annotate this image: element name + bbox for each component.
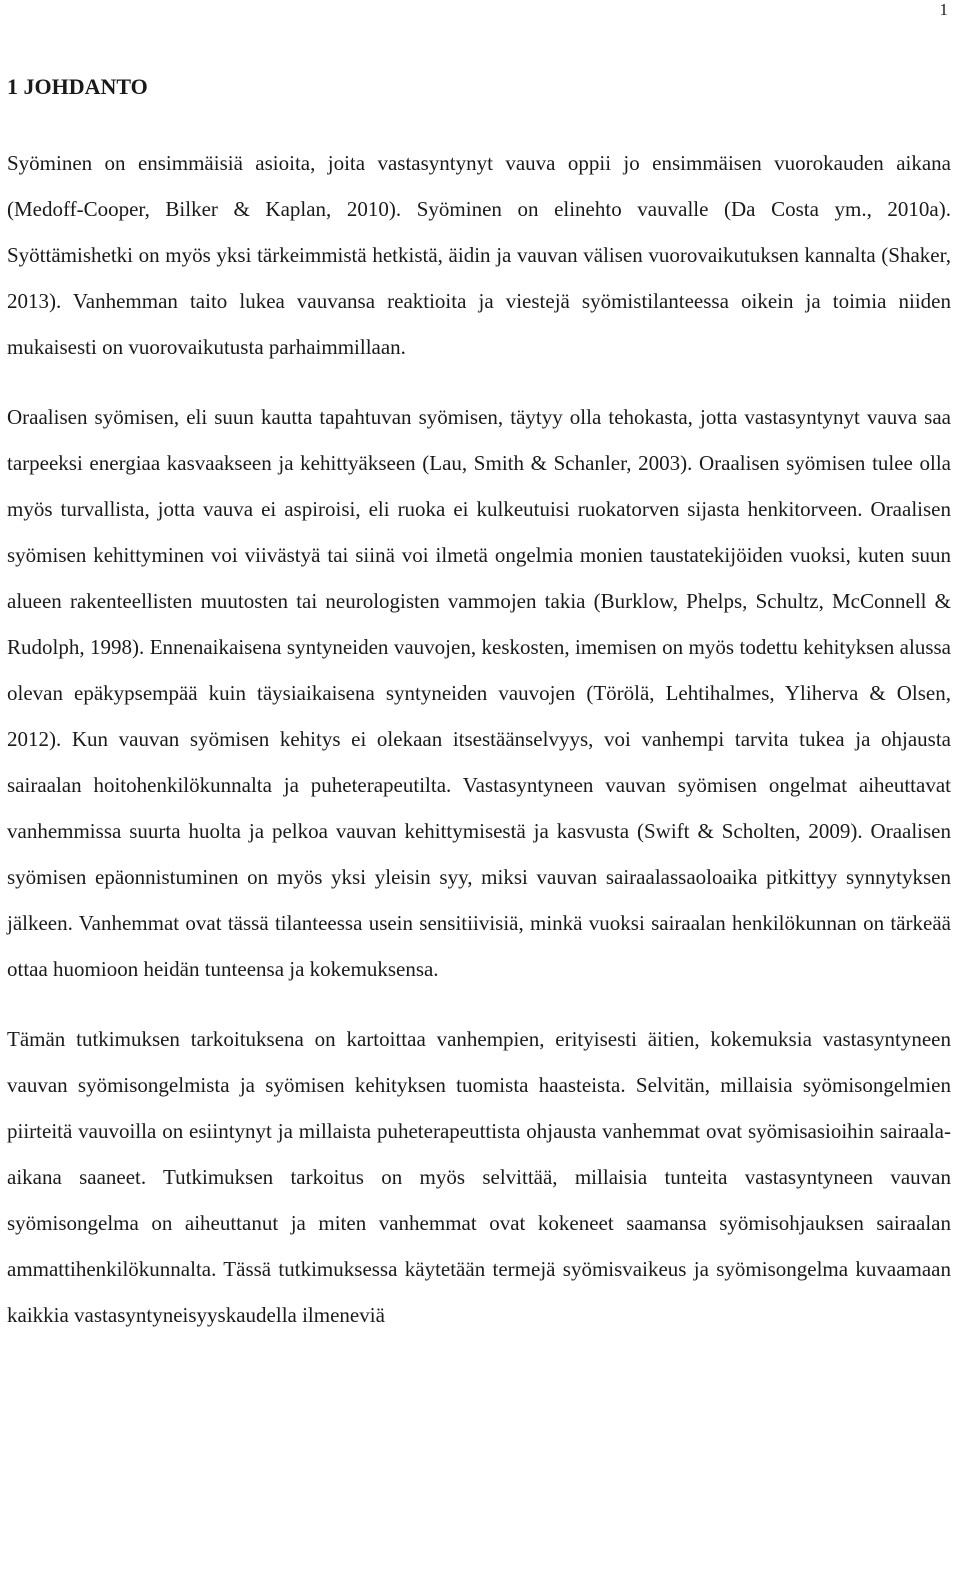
paragraph-study-purpose: Tämän tutkimuksen tarkoituksena on kartoittaa vanhempien, erityisesti äitien, kokemuksia vastasyntyneen vauvan syömisongelmista ja syömisen kehityksen tuomista haasteista. Selvitän, millaisia syömisongelmien piirteitä vauvoilla on esiintynyt ja millaista puheterapeuttista ohjausta vanhemmat ovat syömisasioihin sairaala-aikana saaneet. Tutkimuksen tarkoitus on myös selvittää, millaisia tunteita vastasyntyneen vauvan syömisongelma on aiheuttanut ja miten vanhemmat ovat kokeneet saamansa syömisohjauksen sairaalan ammattihenkilökunnalta. Tässä tutkimuksessa käytetään termejä syömisvaikeus ja syömisongelma kuvaamaan kaikkia vastasyntyneisyyskaudella ilmeneviä: [7, 1027, 951, 1327]
paragraph-introduction: Syöminen on ensimmäisiä asioita, joita vastasyntynyt vauva oppii jo ensimmäisen vuorokauden aikana (Medoff-Cooper, Bilker & Kaplan, 2010). Syöminen on elinehto vauvalle (Da Costa ym., 2010a). Syöttämishetki on myös yksi tärkeimmistä hetkistä, äidin ja vauvan välisen vuorovaikutuksen kannalta (Shaker, 2013). Vanhemman taito lukea vauvansa reaktioita ja viestejä syömistilanteessa oikein ja toimia niiden mukaisesti on vuorovaikutusta parhaimmillaan.: [7, 151, 951, 359]
paragraph-oral-feeding: Oraalisen syömisen, eli suun kautta tapahtuvan syömisen, täytyy olla tehokasta, jotta vastasyntynyt vauva saa tarpeeksi energiaa kasvaakseen ja kehittyäkseen (Lau, Smith & Schanler, 2003). Oraalisen syömisen tulee olla myös turvallista, jotta vauva ei aspiroisi, eli ruoka ei kulkeutuisi ruokatorven sijasta henkitorveen. Oraalisen syömisen kehittyminen voi viivästyä tai siinä voi ilmetä ongelmia monien taustatekijöiden vuoksi, kuten suun alueen rakenteellisten muutosten tai neurologisten vammojen takia (Burklow, Phelps, Schultz, McConnell & Rudolph, 1998). Ennenaikaisena syntyneiden vauvojen, keskosten, imemisen on myös todettu kehityksen alussa olevan epäkypsempää kuin täysiaikaisena syntyneiden vauvojen (Törölä, Lehtihalmes, Yliherva & Olsen, 2012). Kun vauvan syömisen kehitys ei olekaan itsestäänselvyys, voi vanhempi tarvita tukea ja ohjausta sairaalan hoitohenkilökunnalta ja puheterapeutilta. Vastasyntyneen vauvan syömisen ongelmat aiheuttavat vanhemmissa suurta huolta ja pelkoa vauvan kehittymisestä ja kasvusta (Swift & Scholten, 2009). Oraalisen syömisen epäonnistuminen on myös yksi yleisin syy, miksi vauvan sairaalassaoloaika pitkittyy synnytyksen jälkeen. Vanhemmat ovat tässä tilanteessa usein sensitiivisiä, minkä vuoksi sairaalan henkilökunnan on tärkeää ottaa huomioon heidän tunteensa ja kokemuksensa.: [7, 405, 951, 981]
chapter-heading: 1 JOHDANTO: [7, 74, 148, 99]
page-number: 1: [939, 0, 948, 19]
document-page: [7, 72, 951, 1362]
